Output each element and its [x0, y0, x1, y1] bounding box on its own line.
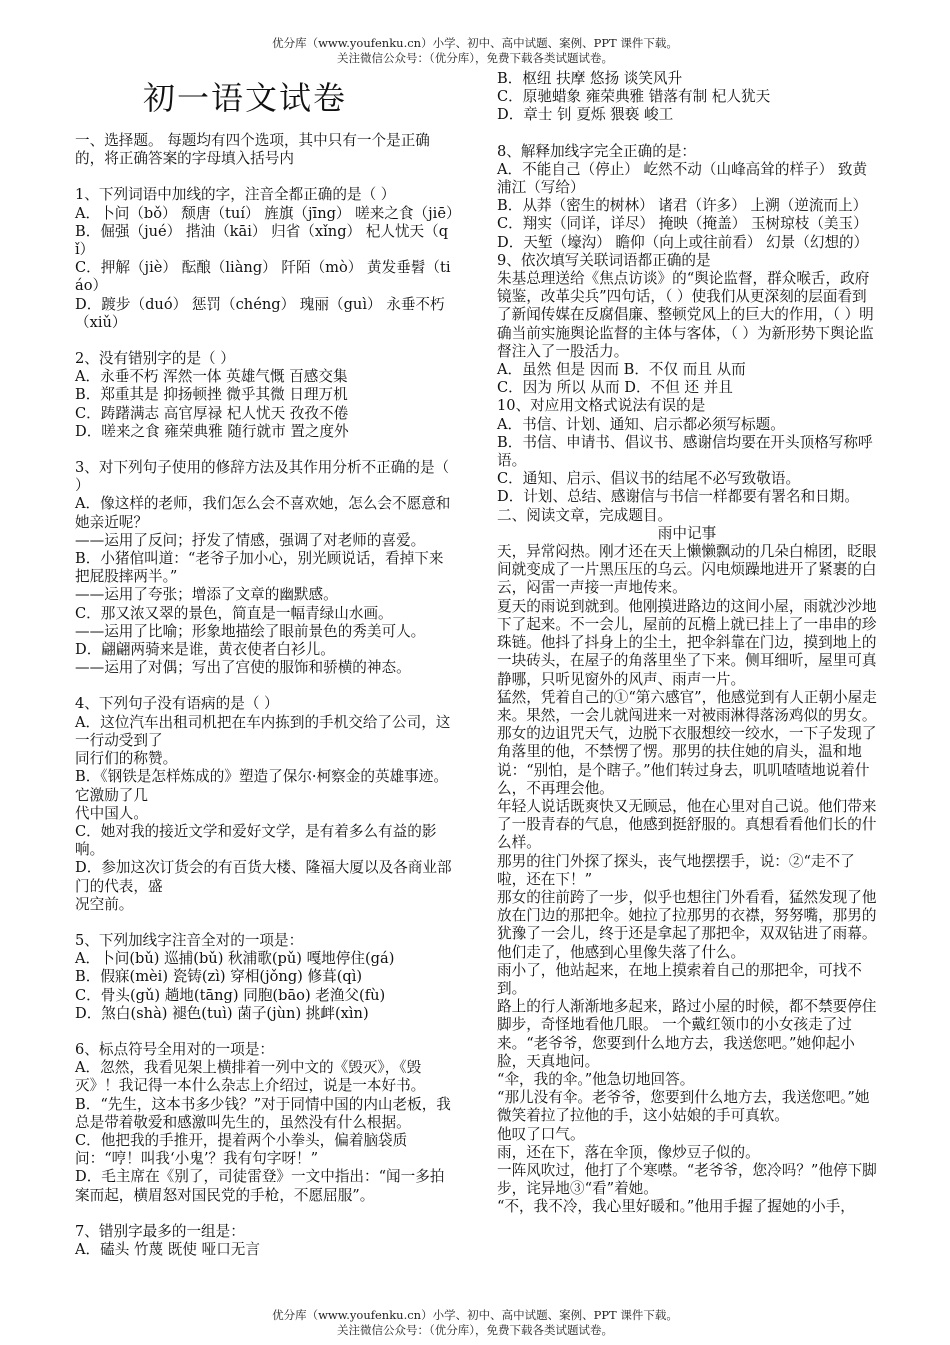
footer-line-2: 关注微信公众号：（优分库），免费下载各类试题试卷。 — [337, 1323, 613, 1337]
text-line: 天，异常闷热。刚才还在天上懒懒飘动的几朵白棉团，眨眼间就变成了一片黑压压的乌云。闪电烦躁地进开了紧裹的白云，闷雷一声接一声地传来。 — [497, 543, 877, 597]
text-line: A．虽然 但是 因而 B．不仅 而且 从而 — [497, 361, 746, 379]
text-line: B．“先生，这本书多少钱？”对于同情中国的内山老板，我总是带着敬爱和感激叫先生的，虽然没有什么根据。 — [75, 1095, 451, 1131]
text-line: 一阵风吹过，他打了个寒噤。“老爷爷，您冷吗？”他停下脚步，诧异地③“看”着她。 — [497, 1161, 877, 1198]
text-line: C．原驰蜡象 雍荣典雅 错落有制 杞人犹天 — [497, 88, 771, 106]
blank-line — [75, 914, 455, 932]
blank-line — [75, 1023, 455, 1041]
text-line: A．这位汽车出租司机把在车内拣到的手机交给了公司，这一行动受到了 — [75, 713, 451, 749]
text-line: D．计划、总结、感谢信与书信一样都要有署名和日期。 — [497, 488, 859, 506]
text-line: C．通知、启示、倡议书的结尾不必写致敬语。 — [497, 470, 801, 488]
text-line: 5、下列加线字注音全对的一项是： — [75, 931, 304, 949]
text-line: ——运用了对偶；写出了宫使的服饰和骄横的神态。 — [75, 659, 411, 677]
text-line: 年轻人说话既爽快又无顾忌，他在心里对自己说。他们带来了一股青春的气息，他感到挺舒服的。真想看看他们长的什么样。 — [497, 797, 877, 852]
text-line: A．书信、计划、通知、启示都必须写标题。 — [497, 415, 785, 433]
text-line: A．永垂不朽 浑然一体 英雄气慨 百感交集 — [75, 368, 348, 386]
text-line: C．她对我的接近文学和爱好文学，是有着多么有益的影响。 — [75, 822, 437, 859]
text-line: D．毛主席在《别了，司徒雷登》一文中指出：“闻一多拍案而起，横眉怒对国民党的手枪，不愿屈服”。 — [75, 1168, 445, 1204]
text-line: “不，我不冷，我心里好暖和。”他用手握了握她的小手， — [497, 1198, 855, 1216]
footer-line-1: 优分库（www.youfenku.cn）小学、初中、高中试题、案例、PPT 课件下载。 — [272, 1308, 678, 1322]
text-line: 那女的往前跨了一步，似乎也想往门外看看，猛然发现了他放在门边的那把伞。她拉了拉那男的衣襟，努努嘴，那男的犹豫了一会儿，终于还是拿起了那把伞，双双钻进了雨幕。 — [497, 888, 877, 943]
text-line: D．翩翩两骑来是谁，黄衣使者白衫儿。 — [75, 641, 335, 659]
left-column — [75, 70, 461, 1259]
text-line: 朱基总理送给《焦点访谈》的“舆论监督，群众喉舌，政府镜鉴，改革尖兵”四句话，（ ）使我们从更深刻的层面看到了新闻传媒在反腐倡廉、整顿党风上的巨大的作用，（ ）明确当前实施舆论监督的主体与客体，（ ）为新形势下舆论监督注入了一股活力。 — [497, 270, 874, 360]
text-line: 路上的行人渐渐地多起来，路过小屋的时候，都不禁要停住脚步，奇怪地看他几眼。 一个戴红领巾的小女孩走了过来。“老爷爷，您要到什么地方去，我送您吧。”她仰起小脸，天真地问。 — [497, 998, 877, 1070]
text-line: 夏天的雨说到就到。他刚摸进路边的这间小屋，雨就沙沙地下了起来。不一会儿，屋前的瓦檐上就已挂上了一串串的珍珠链。他抖了抖身上的尘土，把伞斜靠在门边，摸到地上的一块砖头，在屋子的角落里坐了下来。侧耳细听，屋里可真静哪，只听见窗外的风声、雨声一片。 — [497, 597, 877, 688]
text-line: 雨，还在下，落在伞顶，像炒豆子似的。 — [497, 1143, 760, 1161]
text-line: D．章士 钊 夏烁 猥亵 峻工 — [497, 106, 674, 124]
left-column-body — [75, 132, 461, 1259]
text-line: C．踌躇满志 高官厚禄 杞人忧天 孜孜不倦 — [75, 404, 349, 422]
text-line: B．小猪倌叫道：“老爷子加小心，别光顾说话，看掉下来把屁股摔两半。” — [75, 550, 444, 586]
text-line: 4、下列句子没有语病的是（ ） — [75, 695, 279, 713]
page-header — [0, 36, 950, 66]
text-line: 2、没有错别字的是（ ） — [75, 350, 235, 368]
text-line: 雨小了，他站起来，在地上摸索着自己的那把伞，可找不到。 — [497, 961, 862, 997]
text-line: B．郑重其是 抑扬顿挫 微乎其微 日理万机 — [75, 386, 348, 404]
exam-title: 初一语文试卷 — [142, 79, 347, 117]
text-line: 1、下列词语中加线的字，注音全都正确的是（ ） — [75, 186, 396, 204]
text-line: A．忽然，我看见架上横排着一列中文的《毁灭》，《毁灭》！我记得一本什么杂志上介绍过，说是一本好书。 — [75, 1059, 426, 1095]
text-line: 况空前。 — [75, 895, 134, 913]
text-line: 6、标点符号全用对的一项是： — [75, 1040, 275, 1058]
blank-line — [75, 1205, 455, 1223]
page-footer — [0, 1308, 950, 1338]
article-title: 雨中记事 — [657, 524, 717, 542]
text-line: A．磕头 竹蔑 既使 哑口无言 — [75, 1240, 260, 1258]
text-line: C．因为 所以 从而 D．不但 还 并且 — [497, 379, 733, 397]
text-line: C．押解（jiè） 酝酿（liàng） 阡陌（mò） 黄发垂髫（tiáo） — [75, 259, 451, 295]
text-line: 猛然，凭着自己的①“第六感官”，他感觉到有人正朝小屋走来。果然，一会儿就闯进来一对被雨淋得落汤鸡似的男女。那女的边诅咒天气，边脱下衣服想绞一绞水，一下子发现了角落里的他，不禁愣了愣。那男的扶住她的肩头，温和地说：“别怕，是个瞎子。”他们转过身去，叽叽喳喳地说着什么，不再理会他。 — [497, 688, 877, 797]
blank-line — [75, 168, 455, 186]
text-line: C．那又浓又翠的景色，简直是一幅青绿山水画。 — [75, 604, 393, 622]
text-line: A．像这样的老师，我们怎么会不喜欢她，怎么会不愿意和她亲近呢？ — [75, 495, 451, 531]
text-line: D．煞白(shà) 褪色(tuì) 菌子(jùn) 挑衅(xìn) — [75, 1004, 369, 1022]
text-line: C．骨头(gǔ) 趟地(tāng) 同胞(bāo) 老渔父(fù) — [75, 986, 386, 1004]
text-line: 二、阅读文章，完成题目。 — [497, 506, 673, 524]
text-line: 7、错别字最多的一组是： — [75, 1222, 245, 1240]
text-line: 同行们的称赞。 — [75, 750, 178, 768]
blank-line — [75, 677, 455, 695]
header-line-2: 关注微信公众号：（优分库），免费下载各类试题试卷。 — [337, 51, 613, 65]
text-line: C．他把我的手推开，提着两个小拳头，偏着脑袋质问：“哼！叫我‘小鬼’？我有句字呀！” — [75, 1131, 408, 1168]
right-column-body — [497, 70, 877, 1217]
text-line: A．卜问（bǒ） 颓唐（tuí） 旌旗（jīng） 嗟来之食（jiē） — [75, 204, 461, 222]
text-line: ——运用了夸张；增添了文章的幽默感。 — [75, 586, 338, 604]
text-line: D．参加这次订货会的有百货大楼、隆福大厦以及各商业部门的代表，盛 — [75, 859, 452, 895]
text-line: B．假寐(mèi) 瓷铸(zì) 穿相(jǒng) 修葺(qì) — [75, 968, 363, 986]
blank-line — [497, 125, 877, 143]
text-line: “那儿没有伞。老爷爷，您要到什么地方去，我送您吧。”她微笑着拉了拉他的手，这小姑娘的手可真软。 — [497, 1089, 870, 1125]
header-line-1: 优分库（www.youfenku.cn）小学、初中、高中试题、案例、PPT 课件下载。 — [272, 36, 678, 50]
text-line: 代中国人。 — [75, 804, 148, 822]
text-line: B．倔强（jué） 揩油（kāi） 归省（xǐng） 杞人忧天（qǐ） — [75, 222, 449, 259]
blank-line — [75, 332, 455, 350]
text-line: D．踱步（duó） 惩罚（chéng） 瑰丽（guì） 永垂不朽（xiǔ） — [75, 295, 445, 331]
text-line: D．嗟来之食 雍荣典雅 随行就市 置之度外 — [75, 422, 349, 440]
text-line: B．书信、申请书、倡议书、感谢信均要在开头顶格写称呼语。 — [497, 433, 873, 470]
text-line: 他们走了，他感到心里像失落了什么。 — [497, 943, 746, 961]
text-line: 一、选择题。 每题均有四个选项，其中只有一个是正确的，将正确答案的字母填入括号内 — [75, 132, 430, 168]
text-line: 8、解释加线字完全正确的是： — [497, 142, 697, 160]
text-line: 9、依次填写关联词语都正确的是 — [497, 251, 711, 269]
blank-line — [75, 441, 455, 459]
right-column — [497, 70, 877, 1217]
text-line: A．不能自己（停止） 屹然不动（山峰高耸的样子） 致黄浦江（写给） — [497, 160, 868, 197]
text-line: 那男的往门外探了探头，丧气地摆摆手，说：②“走不了啦，还在下！” — [497, 852, 855, 888]
text-line: “伞，我的伞。”他急切地回答。 — [497, 1070, 695, 1088]
text-line: D．天堑（壕沟） 瞻仰（向上或往前看） 幻景（幻想的） — [497, 233, 869, 251]
text-line: 他叹了口气。 — [497, 1125, 585, 1143]
text-line: A．卜问(bǔ) 巡捕(bǔ) 秋浦歌(pǔ) 嘎地停住(gá) — [75, 950, 395, 968]
text-line: B．从莽（密生的树林） 诸君（许多） 上溯（逆流而上） — [497, 197, 868, 215]
text-line: B．《钢铁是怎样炼成的》塑造了保尔·柯察金的英雄事迹。它激励了几 — [75, 768, 448, 804]
text-line: B．枢纽 扶摩 悠扬 谈笑风升 — [497, 70, 683, 87]
text-line: 10、对应用文格式说法有误的是 — [497, 397, 706, 415]
text-line: C．翔实（同详，详尽） 掩映（掩盖） 玉树琼枝（美玉） — [497, 215, 868, 233]
text-line: 3、对下列句子使用的修辞方法及其作用分析不正确的是（ ） — [75, 459, 450, 495]
text-line: ——运用了反问；抒发了情感，强调了对老师的喜爱。 — [75, 531, 426, 549]
text-line: ——运用了比喻；形象地描绘了眼前景色的秀美可人。 — [75, 622, 426, 640]
